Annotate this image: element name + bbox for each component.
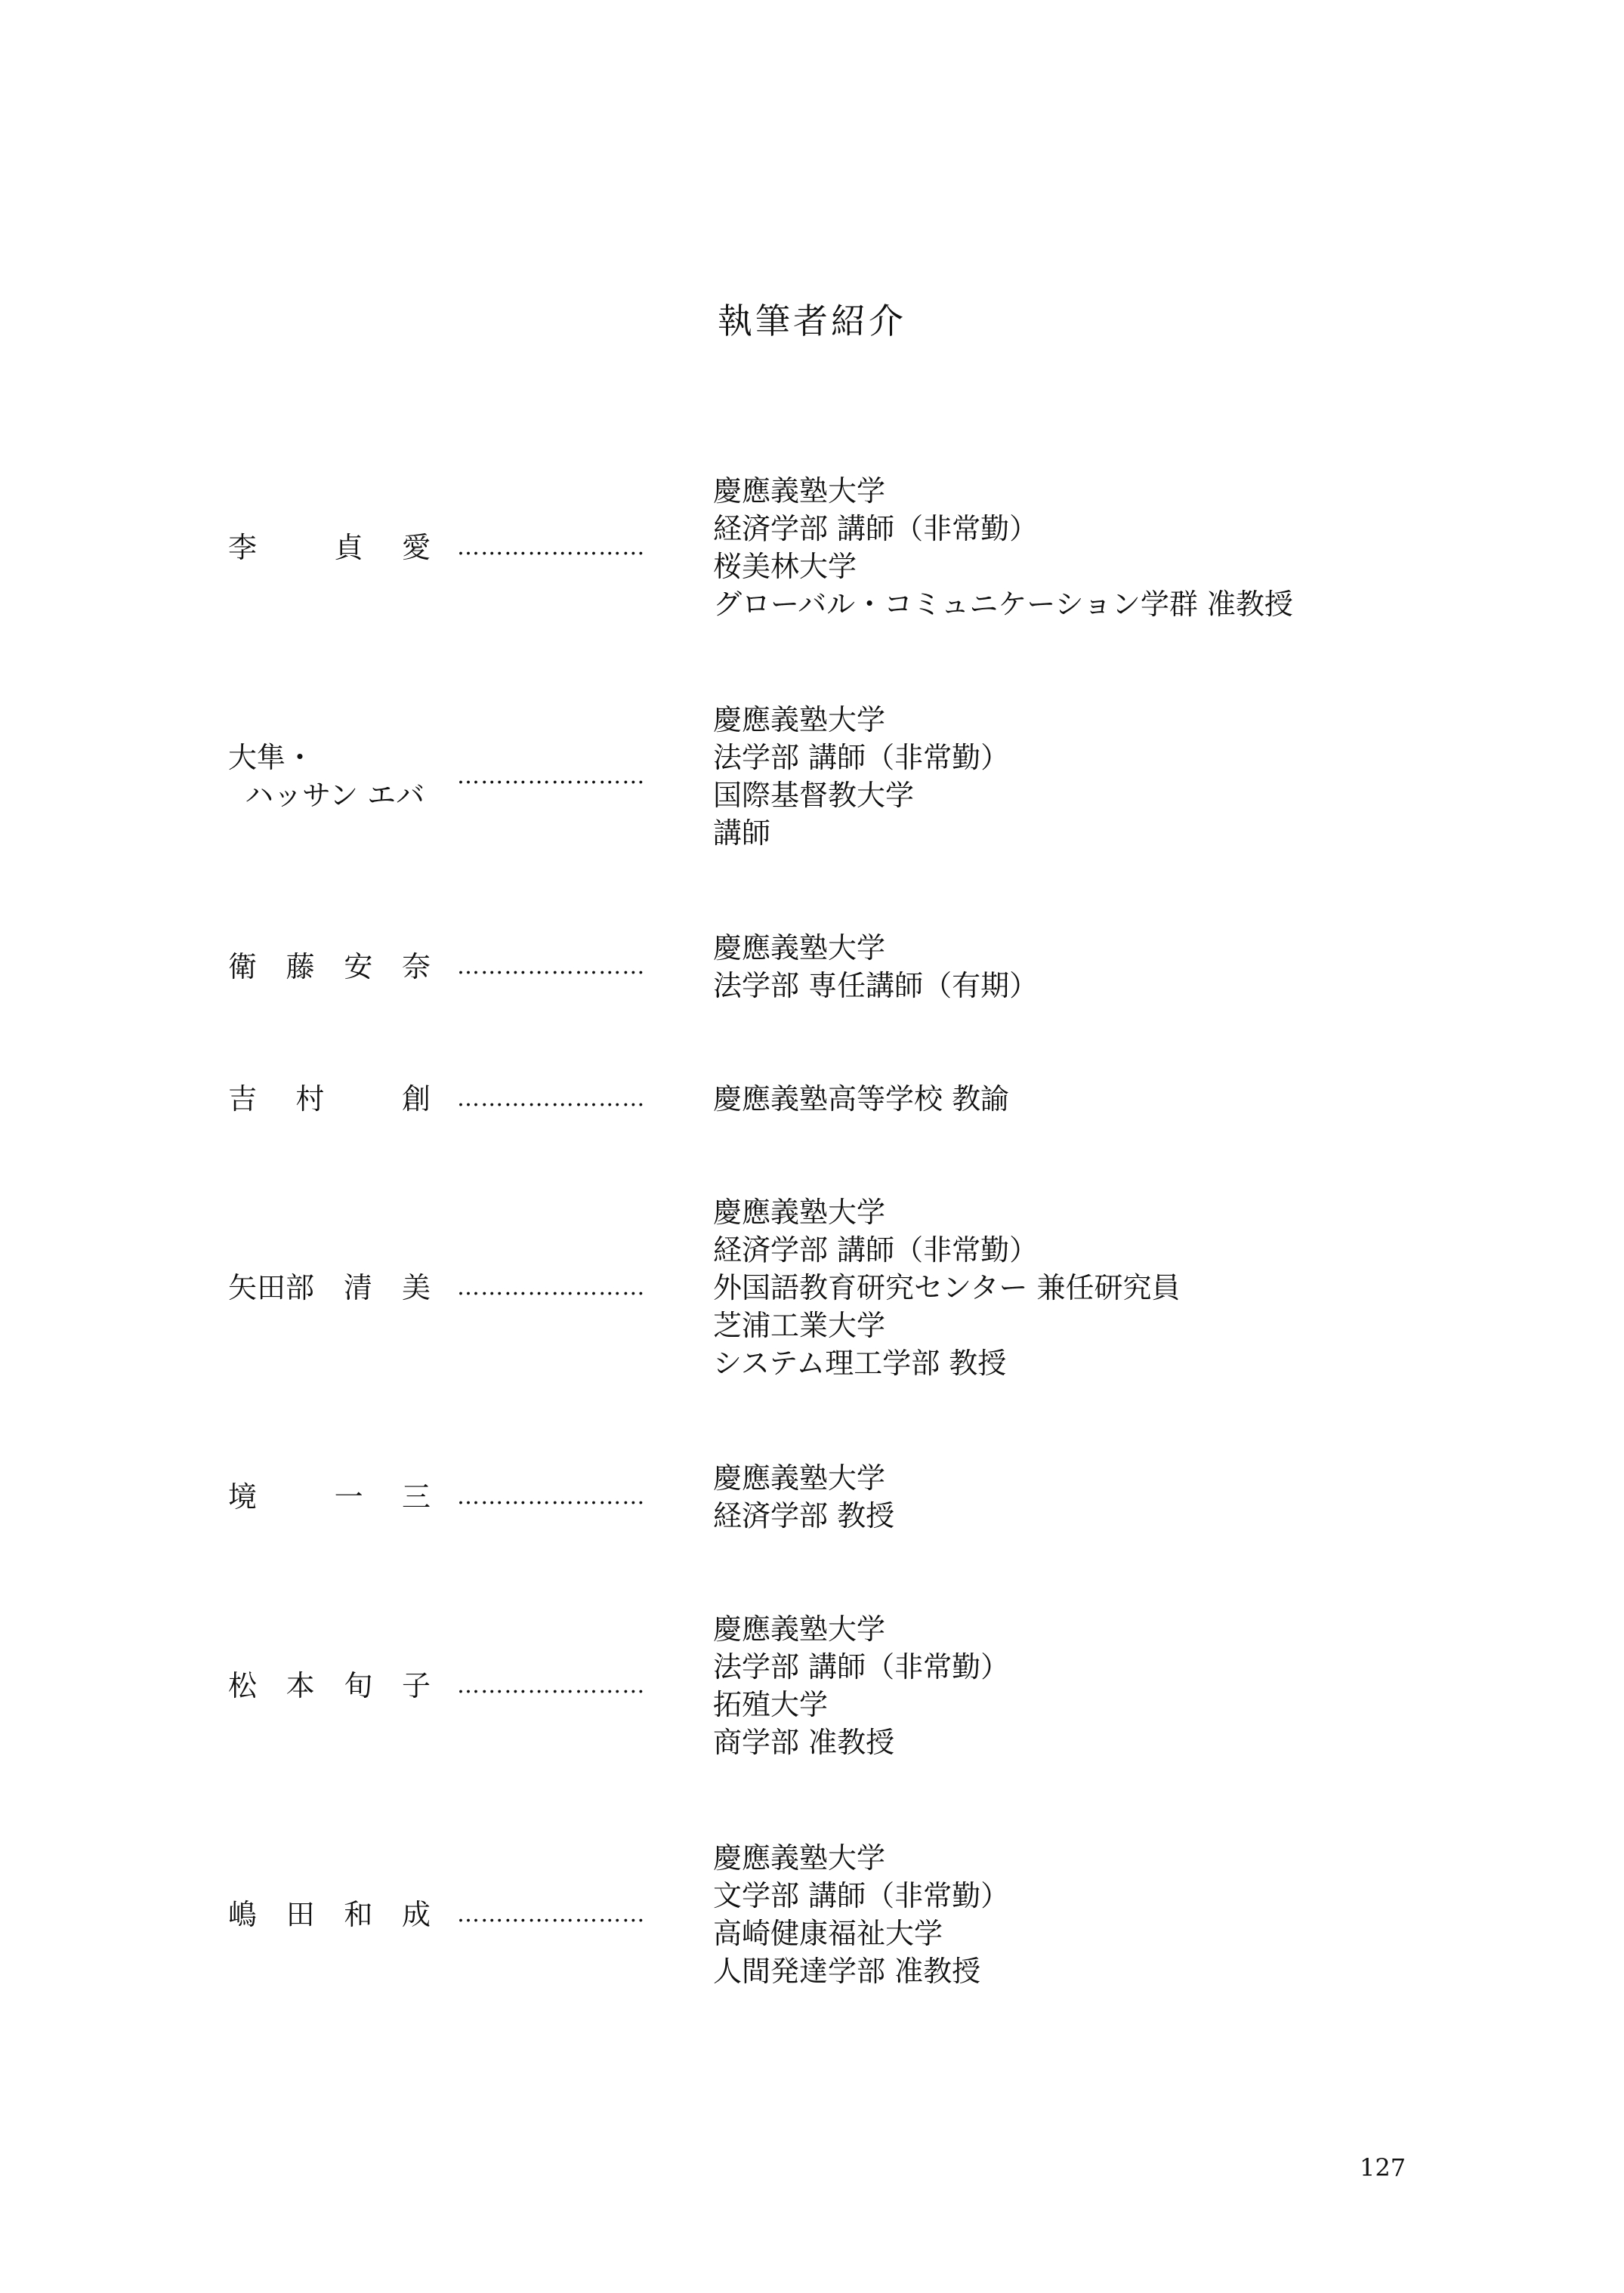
affiliation-line: 慶應義塾大学 (713, 931, 886, 964)
affiliation-line: 法学部 講師（非常勤） (713, 1650, 1010, 1683)
author-name-line (228, 1269, 431, 1307)
author-name (228, 1478, 431, 1516)
affiliation-line: 文学部 講師（非常勤） (713, 1879, 1010, 1912)
author-affiliation (713, 1080, 1009, 1118)
author-affiliation (713, 1839, 1009, 1990)
name-char: 一 (334, 1480, 363, 1514)
page-title: 執筆者紹介 (718, 301, 906, 341)
author-affiliation (713, 1193, 1181, 1382)
name-char: 衛 (228, 950, 258, 983)
affiliation-line: 慶應義塾大学 (713, 1613, 886, 1646)
name-char: 境 (228, 1480, 258, 1514)
affiliation-line: 外国語教育研究センター 兼任研究員 (713, 1271, 1181, 1304)
author-name (228, 739, 431, 814)
affiliation-line: 慶應義塾大学 (713, 703, 886, 736)
affiliation-line: 人間発達学部 准教授 (713, 1955, 981, 1988)
name-char: 旬 (344, 1669, 373, 1702)
name-char: 三 (401, 1480, 431, 1514)
name-text: ハッサン エバ (245, 779, 425, 812)
author-affiliation (713, 472, 1293, 623)
name-char: 清 (343, 1271, 372, 1304)
name-char: 村 (295, 1082, 325, 1116)
name-char: 成 (401, 1898, 431, 1931)
author-name-line (228, 739, 431, 776)
leader-dots: …………………… (457, 1085, 646, 1112)
affiliation-line: 法学部 専任講師（有期） (713, 969, 1039, 1002)
name-char: 吉 (228, 1082, 258, 1116)
leader-dots: …………………… (457, 1274, 646, 1301)
author-name (228, 1080, 431, 1118)
affiliation-line: 経済学部 教授 (713, 1499, 895, 1532)
affiliation-line: 慶應義塾高等学校 教諭 (713, 1082, 1010, 1116)
name-char: 嶋 (228, 1898, 258, 1931)
name-char: 愛 (401, 531, 431, 564)
affiliation-line: 桜美林大学 (713, 550, 857, 583)
affiliation-line: 講師 (713, 816, 771, 850)
author-name (228, 1896, 431, 1933)
affiliation-line: 経済学部 講師（非常勤） (713, 1233, 1039, 1267)
author-name (228, 1269, 431, 1307)
author-name-line (228, 776, 431, 814)
name-text: 大隼・ (228, 741, 315, 774)
leader-dots: …………………… (457, 534, 646, 560)
affiliation-line: グローバル・コミュニケーション学群 准教授 (713, 588, 1293, 621)
name-char: 貞 (334, 531, 363, 564)
name-char: 創 (401, 1082, 431, 1116)
affiliation-line: 慶應義塾大学 (713, 474, 886, 508)
affiliation-line: 高崎健康福祉大学 (713, 1917, 943, 1950)
author-affiliation (713, 1610, 1009, 1761)
page-number: 127 (1360, 2153, 1406, 2182)
author-name (228, 948, 431, 986)
affiliation-line: 国際基督教大学 (713, 779, 915, 812)
name-char: 和 (344, 1898, 373, 1931)
leader-dots: …………………… (457, 1672, 646, 1699)
name-char: 安 (344, 950, 373, 983)
name-char: 矢田部 (228, 1271, 315, 1304)
author-affiliation (713, 1459, 894, 1535)
author-name-line (228, 1478, 431, 1516)
author-name (228, 529, 431, 566)
name-char: 松 (228, 1669, 258, 1702)
leader-dots: …………………… (457, 763, 646, 789)
name-char: 子 (401, 1669, 431, 1702)
affiliation-line: 芝浦工業大学 (713, 1309, 886, 1342)
author-name-line (228, 1667, 431, 1705)
affiliation-line: 商学部 准教授 (713, 1726, 895, 1759)
name-char: 田 (286, 1898, 315, 1931)
author-name-line (228, 948, 431, 986)
affiliation-line: 法学部 講師（非常勤） (713, 741, 1010, 774)
name-char: 奈 (401, 950, 431, 983)
leader-dots: …………………… (457, 953, 646, 980)
affiliation-line: システム理工学部 教授 (713, 1347, 1007, 1380)
name-char: 藤 (286, 950, 315, 983)
author-affiliation (713, 701, 1009, 852)
author-name (228, 1667, 431, 1705)
name-char: 美 (401, 1271, 431, 1304)
author-affiliation (713, 929, 1038, 1005)
author-name-line (228, 1080, 431, 1118)
affiliation-line: 慶應義塾大学 (713, 1461, 886, 1495)
affiliation-line: 拓殖大学 (713, 1688, 829, 1721)
name-char: 本 (286, 1669, 315, 1702)
name-char: 李 (228, 531, 258, 564)
leader-dots: …………………… (457, 1483, 646, 1510)
affiliation-line: 経済学部 講師（非常勤） (713, 512, 1039, 545)
author-name-line (228, 529, 431, 566)
leader-dots: …………………… (457, 1901, 646, 1927)
affiliation-line: 慶應義塾大学 (713, 1841, 886, 1875)
author-name-line (228, 1896, 431, 1933)
affiliation-line: 慶應義塾大学 (713, 1196, 886, 1229)
